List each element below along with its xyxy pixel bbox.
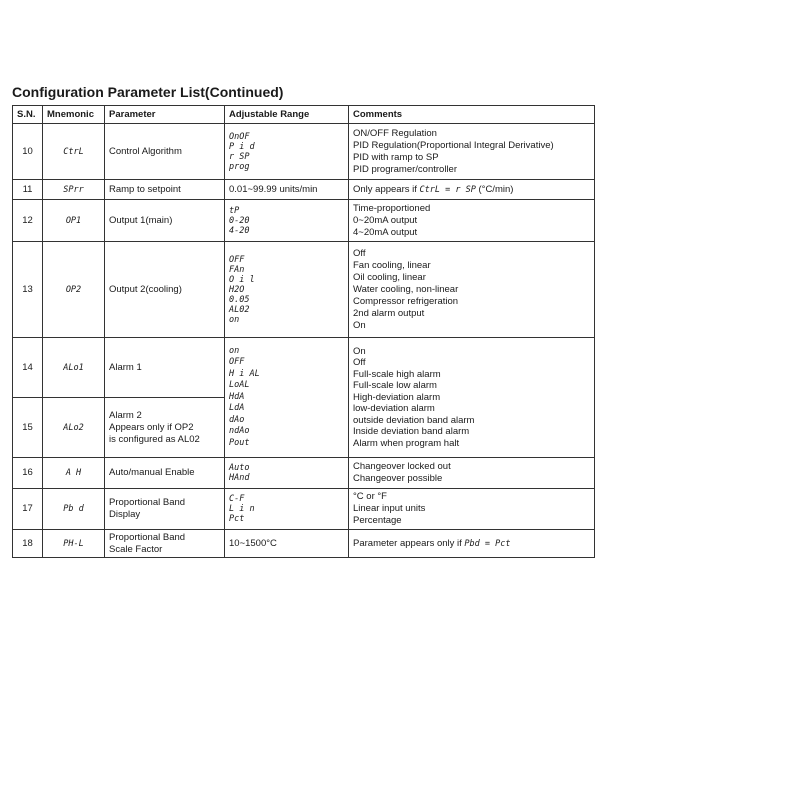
comment-line: High-deviation alarm <box>353 391 441 403</box>
range-code: FAn <box>229 264 245 275</box>
comment-line: PID with ramp to SP <box>353 151 439 163</box>
header-mnemonic: Mnemonic <box>43 106 105 124</box>
comment-line: Time-proportioned <box>353 202 431 214</box>
alarm-comments <box>349 338 595 458</box>
row-sn: 12 <box>13 200 43 242</box>
table-row <box>13 242 595 338</box>
range-code: Pct <box>229 514 245 524</box>
comment-code: CtrL = r SP <box>419 184 476 195</box>
row-sn: 18 <box>13 530 43 558</box>
comment-line: PID Regulation(Proportional Integral Derivative) <box>353 139 554 151</box>
row-parameter: Output 2(cooling) <box>105 242 225 338</box>
range-code: r SP <box>229 151 250 162</box>
row-sn: 14 <box>13 338 43 398</box>
row-sn: 10 <box>13 124 43 180</box>
range-code: LdA <box>229 403 245 414</box>
comment-line: Changeover locked out <box>353 461 451 472</box>
parameter-line: Scale Factor <box>109 543 163 555</box>
parameter-line: Display <box>109 509 141 520</box>
row-comments <box>349 180 595 200</box>
table-row <box>13 180 595 200</box>
comment-line: 0~20mA output <box>353 214 418 226</box>
range-code: AL02 <box>229 304 250 315</box>
range-code: P i d <box>229 141 255 152</box>
range-code: HdA <box>229 391 245 402</box>
comment-line: Full-scale high alarm <box>353 368 441 380</box>
header-sn: S.N. <box>13 106 43 124</box>
row-mnemonic: ALo1 <box>43 338 105 398</box>
range-code: H i AL <box>229 368 260 379</box>
row-mnemonic: PH-L <box>43 530 105 558</box>
row-range: 0.01~99.99 units/min <box>225 180 349 200</box>
parameter-line: Proportional Band <box>109 531 186 543</box>
comment-line: Off <box>353 357 366 369</box>
config-parameter-table <box>12 105 595 558</box>
row-sn: 13 <box>13 242 43 338</box>
range-code: Auto <box>229 463 250 473</box>
row-range <box>225 489 349 530</box>
range-code: OnOF <box>229 131 250 142</box>
header-parameter: Parameter <box>105 106 225 124</box>
row-parameter: Control Algorithm <box>105 124 225 180</box>
comment-line: On <box>353 345 366 357</box>
header-row <box>13 106 595 124</box>
row-comments <box>349 124 595 180</box>
range-code: 4-20 <box>229 225 250 236</box>
comment-line: °C or °F <box>353 491 387 502</box>
comment-line: ON/OFF Regulation <box>353 127 437 139</box>
header-range: Adjustable Range <box>225 106 349 124</box>
range-code: tP <box>229 205 240 216</box>
row-range <box>225 242 349 338</box>
comment-line: 2nd alarm output <box>353 307 425 319</box>
table-row <box>13 200 595 242</box>
range-code: O i l <box>229 274 255 285</box>
row-comments <box>349 458 595 489</box>
range-code: HAnd <box>229 473 250 483</box>
table-row <box>13 458 595 489</box>
parameter-line: Proportional Band <box>109 497 186 508</box>
row-mnemonic: ALo2 <box>43 398 105 458</box>
range-code: prog <box>229 161 250 172</box>
comment-line: Changeover possible <box>353 473 443 484</box>
range-code: on <box>229 345 240 356</box>
range-code: 0-20 <box>229 215 250 226</box>
row-mnemonic: OP1 <box>43 200 105 242</box>
comment-line: Compressor refrigeration <box>353 295 459 307</box>
row-comments <box>349 242 595 338</box>
row-range <box>225 458 349 489</box>
comment-line: PID programer/controller <box>353 163 458 175</box>
range-code: on <box>229 314 240 325</box>
row-comments <box>349 200 595 242</box>
row-mnemonic: SPrr <box>43 180 105 200</box>
table-row <box>13 489 595 530</box>
table-row <box>13 530 595 558</box>
comment-line: Full-scale low alarm <box>353 380 437 392</box>
row-parameter: Ramp to setpoint <box>105 180 225 200</box>
comment-line: Oil cooling, linear <box>353 271 426 283</box>
page-title: Configuration Parameter List(Continued) <box>12 84 284 100</box>
row-sn: 16 <box>13 458 43 489</box>
range-code: L i n <box>229 504 255 514</box>
row-comments <box>349 489 595 530</box>
row-sn: 15 <box>13 398 43 458</box>
comment-line: On <box>353 319 366 331</box>
range-code: OFF <box>229 357 245 368</box>
range-code: Pout <box>229 437 250 448</box>
parameter-line: Alarm 2 <box>109 409 142 421</box>
table-row <box>13 338 595 398</box>
row-mnemonic: CtrL <box>43 124 105 180</box>
comment-line: 4~20mA output <box>353 226 418 238</box>
comment-prefix: Parameter appears only if <box>353 537 462 549</box>
alarm-range <box>225 338 349 458</box>
row-parameter <box>105 530 225 558</box>
comment-line: Inside deviation band alarm <box>353 426 470 438</box>
comment-prefix: Only appears if <box>353 183 417 195</box>
row-parameter: Alarm 1 <box>105 338 225 398</box>
comment-line: Off <box>353 247 366 259</box>
row-range <box>225 124 349 180</box>
row-range: 10~1500°C <box>225 530 349 558</box>
range-code: OFF <box>229 254 245 265</box>
row-sn: 17 <box>13 489 43 530</box>
comment-line: Alarm when program halt <box>353 437 460 449</box>
row-mnemonic: OP2 <box>43 242 105 338</box>
range-code: ndAo <box>229 426 250 437</box>
parameter-line: Appears only if OP2 <box>109 421 194 433</box>
row-parameter <box>105 489 225 530</box>
comment-line: outside deviation band alarm <box>353 414 475 426</box>
comment-line: Water cooling, non-linear <box>353 283 459 295</box>
row-parameter: Output 1(main) <box>105 200 225 242</box>
comment-suffix: (°C/min) <box>478 183 514 195</box>
row-sn: 11 <box>13 180 43 200</box>
comment-line: Fan cooling, linear <box>353 259 431 271</box>
header-comments: Comments <box>349 106 595 124</box>
range-code: 0.05 <box>229 294 250 305</box>
range-code: dAo <box>229 414 245 425</box>
row-mnemonic: A H <box>43 458 105 489</box>
comment-line: low-deviation alarm <box>353 403 435 415</box>
row-parameter: Auto/manual Enable <box>105 458 225 489</box>
comment-line: Percentage <box>353 515 402 526</box>
row-parameter <box>105 398 225 458</box>
comment-code: Pbd = Pct <box>464 538 511 549</box>
range-code: C-F <box>229 494 245 504</box>
range-code: LoAL <box>229 380 250 391</box>
range-code: H2O <box>229 284 245 295</box>
row-range <box>225 200 349 242</box>
row-mnemonic: Pb d <box>43 489 105 530</box>
parameter-line: is configured as AL02 <box>109 433 200 445</box>
row-comments <box>349 530 595 558</box>
table-row <box>13 124 595 180</box>
comment-line: Linear input units <box>353 503 426 514</box>
